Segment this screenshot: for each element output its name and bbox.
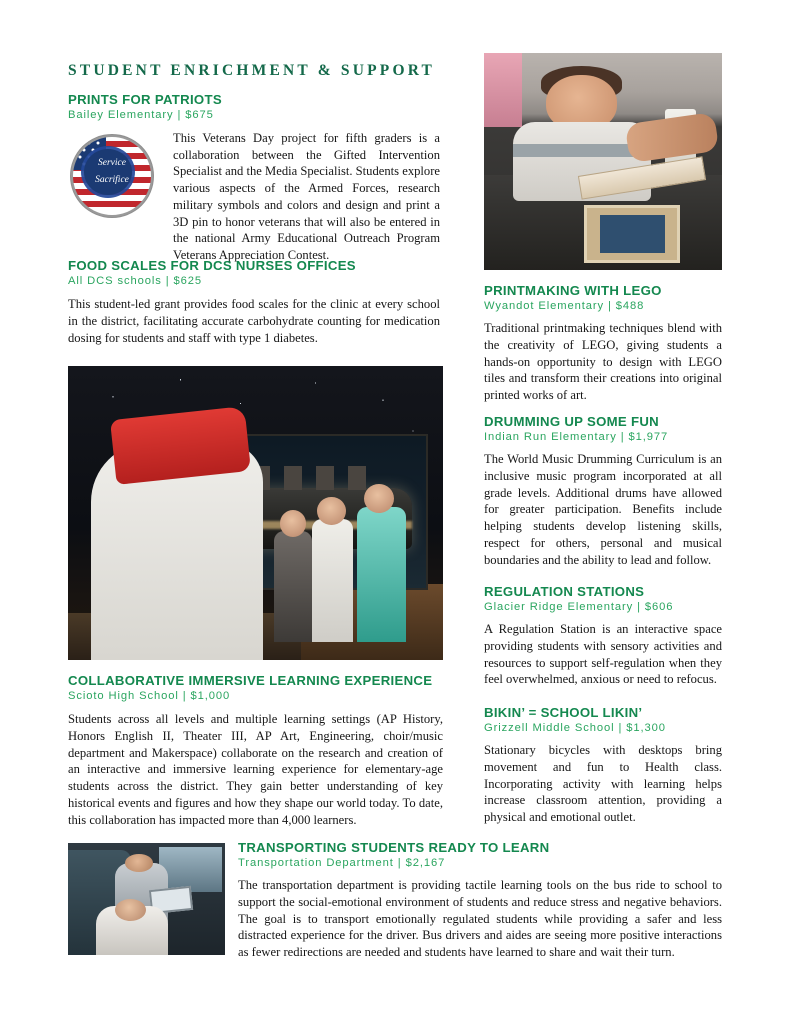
- photo-immersive-learning-titanic: [68, 366, 443, 660]
- pin-text-sacrifice: Sacrifice: [95, 175, 129, 185]
- grant-block-regulation-stations: [484, 584, 722, 688]
- grant-block-collaborative-immersive: [68, 673, 443, 828]
- grant-title: PRINTS FOR PATRIOTS: [68, 92, 222, 107]
- grant-block-bikin-school-likin: [484, 705, 722, 826]
- grant-subtitle: Indian Run Elementary | $1,977: [484, 431, 669, 444]
- grant-title: DRUMMING UP SOME FUN: [484, 414, 659, 429]
- grant-subtitle: All DCS schools | $625: [68, 275, 203, 288]
- grant-subtitle: Bailey Elementary | $675: [68, 109, 214, 122]
- grant-subtitle: Grizzell Middle School | $1,300: [484, 722, 666, 735]
- grant-body: Stationary bicycles with desktops bring movement and fun to Health class. Incorporating activity with learning helps increase classroom attention, providing a physical and emotional outlet.: [484, 743, 722, 825]
- grant-title: FOOD SCALES FOR DCS NURSES OFFICES: [68, 258, 356, 273]
- section-heading: STUDENT ENRICHMENT & SUPPORT: [68, 62, 436, 79]
- grant-body: A Regulation Station is an interactive space providing students with sensory activities and resources to support self-regulation when they feel overwhelmed, anxious or need to refocus.: [484, 622, 722, 687]
- grant-body: Traditional printmaking techniques blend with the creativity of LEGO, giving students a hands-on opportunity to design with LEGO tiles and transform their creations into original printed works of art.: [484, 321, 722, 403]
- grant-title: COLLABORATIVE IMMERSIVE LEARNING EXPERIENCE: [68, 673, 433, 688]
- grant-title: TRANSPORTING STUDENTS READY TO LEARN: [238, 840, 550, 855]
- grant-block-prints-for-patriots: [68, 92, 440, 263]
- grant-subtitle: Scioto High School | $1,000: [68, 690, 231, 703]
- grant-subtitle: Glacier Ridge Elementary | $606: [484, 601, 674, 614]
- grant-body: This student-led grant provides food scales for the clinic at every school in the district, facilitating accurate carbohydrate counting for medication dosing for students and staff with type 1 diabetes.: [68, 297, 440, 345]
- grant-title: REGULATION STATIONS: [484, 584, 645, 599]
- grant-body: The World Music Drumming Curriculum is an inclusive music program incorporated at all grade levels. Additional drums have allowed for greater participation. Benefits include helping students develop listening skills, respect for others, personal and musical boundaries and the ability to lead and follow.: [484, 452, 722, 567]
- service-sacrifice-pin-image: [68, 132, 156, 220]
- grant-body: This Veterans Day project for fifth graders is a collaboration between the Gifted Intervention Specialist and the Media Specialist. Students explore various aspects of the Armed Forces, research military symbols and colors and design and print a 3D pin to honor veterans that will also be entered in the national Army Educational Outreach Program Veterans Appreciation Contest.: [173, 131, 440, 263]
- photo-printmaking-with-lego: [484, 53, 722, 270]
- grant-block-drumming: [484, 414, 722, 568]
- grant-title: BIKIN’ = SCHOOL LIKIN’: [484, 705, 643, 720]
- grant-block-food-scales: [68, 258, 440, 346]
- grant-body: The transportation department is providing tactile learning tools on the bus ride to school to support the social-emotional environment of students and reduce stress and negative behaviors. The goal is to transport emotionally regulated students while providing a safer and less distracted experience for the driver. Bus drivers and aides are seeing more positive interactions as fewer redirections are needed and students have learned to share and wait their turn.: [238, 878, 722, 960]
- grant-subtitle: Transportation Department | $2,167: [238, 857, 446, 870]
- pin-text-service: Service: [98, 158, 126, 168]
- grant-title: PRINTMAKING WITH LEGO: [484, 283, 662, 298]
- grant-subtitle: Wyandot Elementary | $488: [484, 300, 645, 313]
- photo-transporting-students-bus: [68, 843, 225, 955]
- grant-body: Students across all levels and multiple learning settings (AP History, Honors English II, Theater III, AP Art, Engineering, choir/music department and Makerspace) collaborate on the research and creation of an interactive and immersive learning experience for elementary-age students across the district. They gain better understanding of key historical events and figures and how they shape our world today. To date, this collaboration has impacted more than 4,000 learners.: [68, 712, 443, 827]
- grant-block-transporting-students: [238, 840, 722, 961]
- grant-block-printmaking-lego: [484, 283, 722, 404]
